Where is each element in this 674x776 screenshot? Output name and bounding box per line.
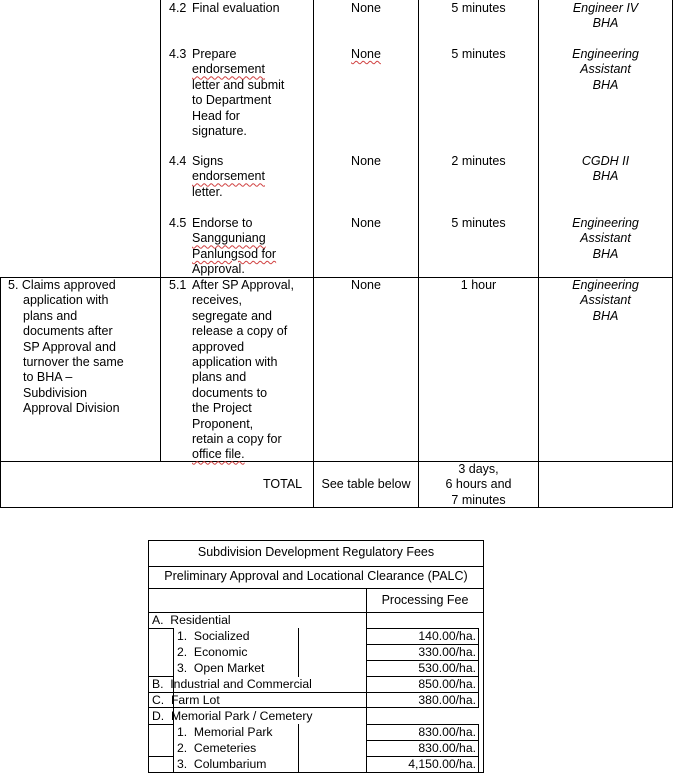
step-number: 4.3 [169,47,187,61]
column-divider [160,0,161,461]
step-person: CGDH II BHA [581,154,630,184]
step-person: Engineering Assistant BHA [572,216,639,261]
step-number: 5.1 [169,278,187,292]
step-fee: None [351,216,381,230]
step-person: Engineer IV BHA [572,1,639,31]
step-fee: None [351,278,381,292]
fee-row-value: 140.00/ha. [418,629,476,643]
total-time: 3 days, 6 hours and 7 minutes [445,462,512,507]
step-time: 5 minutes [451,1,506,15]
fee-row-value: 530.00/ha. [418,661,476,675]
step-4-2 [169,1,280,47]
total-fee: See table below [321,477,411,491]
fee-row-label: A. Residential [152,613,231,627]
total-label: TOTAL [263,477,303,491]
cell-border [298,628,299,677]
column-divider [418,0,419,508]
table-border-right [483,540,484,773]
table-border-bottom [148,772,484,773]
fee-row-label: 3. Columbarium [177,757,267,771]
step-time: 2 minutes [451,154,506,168]
step-text: Signs endorsement letter. [192,154,265,199]
fee-row-label: 3. Open Market [177,661,265,675]
fee-row-value: 330.00/ha. [418,645,476,659]
step-fee: None [351,1,381,15]
step-time: 5 minutes [451,47,506,61]
table-border-top [148,540,484,541]
step-4-3 [169,47,309,142]
cell-border [149,724,174,725]
fee-row-value: 4,150.00/ha. [408,757,476,771]
table-border-bottom [0,507,673,508]
step-5-1 [169,278,309,462]
step-number: 4.5 [169,216,187,230]
processing-fee-header: Processing Fee [381,593,469,607]
step-fee: None [351,154,381,168]
fee-row-value: 850.00/ha. [418,677,476,691]
fee-row-value: 830.00/ha. [418,741,476,755]
step-text: Endorse to Sangguniang Panlungsod for Approval. [192,216,277,277]
step-number: 4.2 [169,1,187,15]
step-time: 5 minutes [451,216,506,230]
cell-border [149,756,174,757]
column-divider [313,0,314,508]
step-text: Final evaluation [192,1,280,15]
fee-row-label: 2. Economic [177,645,248,659]
row-divider [0,461,673,462]
cell-border [298,724,299,773]
step-text: Prepare endorsement letter and submit to Department Head for signature. [192,47,285,139]
row-divider [148,566,484,567]
fee-row-label: D. Memorial Park / Cemetery [152,709,313,723]
fees-subtitle: Preliminary Approval and Locational Clearance (PALC) [164,569,468,583]
cell-border [478,629,479,707]
step-time: 1 hour [460,278,497,292]
fee-row-label: C. Farm Lot [152,693,220,707]
fees-title: Subdivision Development Regulatory Fees [197,545,435,559]
table-border-left [0,277,1,508]
fee-row-value: 830.00/ha. [418,725,476,739]
step-person: Engineering Assistant BHA [572,278,639,323]
cell-border [149,628,174,629]
step-4-5 [169,216,309,278]
step-number: 4.4 [169,154,187,168]
step-person: Engineering Assistant BHA [572,47,639,92]
fee-row-label: 1. Memorial Park [177,725,273,739]
fee-row-label: B. Industrial and Commercial [152,677,312,691]
step-4-4 [169,154,309,204]
fee-row-value: 380.00/ha. [418,693,476,707]
step-fee: None [351,47,381,61]
fee-row-label: 1. Socialized [177,629,250,643]
row-divider [148,588,484,589]
fee-row-label: 2. Cemeteries [177,741,257,755]
cell-border [478,725,479,772]
table-border-right [672,0,673,508]
step-text: After SP Approval, receives, segregate and release a copy of approved application with plans and documents to the Project Proponent, retain a copy for office file. [192,278,294,462]
client-step-5: 5. Claims approved application with plans and documents after SP Approval and turnover the same to BHA – Subdivision Approval Division [8,278,124,416]
